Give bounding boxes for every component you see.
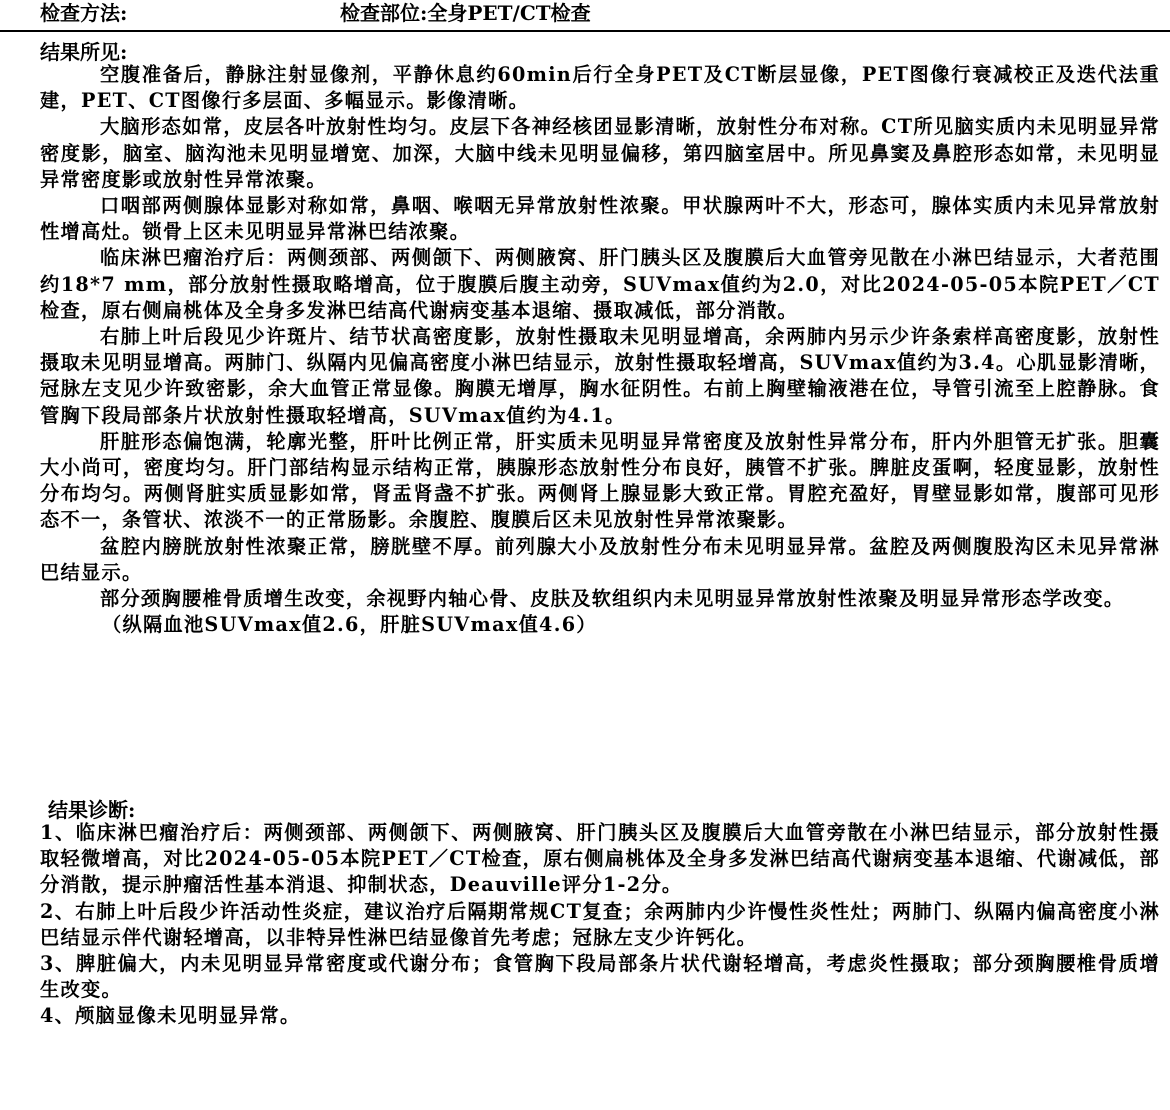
findings-paragraph-abdomen: 肝脏形态偏饱满，轮廓光整，肝叶比例正常，肝实质未见明显异常密度及放射性异常分布，肝内外胆管无扩张。胆囊大小尚可，密度均匀。肝门部结构显示结构正常，胰腺形态放射性分布良好，胰管不扩张。脾脏皮蛋啊，轻度显影，放射性分布均匀。两侧肾脏实质显影如常，肾盂肾盏不扩张。两侧肾上腺显影大致正常。胃腔充盈好，胃壁显影如常，腹部可见形态不一，条管状、浓淡不一的正常肠影。余腹腔、腹膜后区未见放射性异常浓聚影。	[40, 429, 1160, 532]
findings-body	[40, 62, 1160, 638]
findings-paragraph-bone: 部分颈胸腰椎骨质增生改变，余视野内轴心骨、皮肤及软组织内未见明显异常放射性浓聚及明显异常形态学改变。	[100, 587, 1125, 611]
diagnosis-body	[40, 820, 1160, 1030]
findings-paragraph-technique: 空腹准备后，静脉注射显像剂，平静休息约60min后行全身PET及CT断层显像，PET图像行衰减校正及迭代法重建，PET、CT图像行多层面、多幅显示。影像清晰。	[40, 63, 1160, 113]
diagnosis-item-4: 4、颅脑显像未见明显异常。	[40, 1004, 301, 1028]
report-header	[0, 0, 1170, 30]
diagnosis-item-1: 1、临床淋巴瘤治疗后：两侧颈部、两侧颌下、两侧腋窝、肝门胰头区及腹膜后大血管旁散在小淋巴结显示，部分放射性摄取轻微增高，对比2024-05-05本院PET／CT检查，原右侧扁桃体及全身多发淋巴结高代谢病变基本退缩、代谢减低，部分消散，提示肿瘤活性基本消退、抑制状态，Deauville评分1-2分。	[40, 821, 1160, 897]
exam-part-label: 检查部位:全身PET/CT检查	[340, 1, 591, 25]
diagnosis-item-3: 3、脾脏偏大，内未见明显异常密度或代谢分布；食管胸下段局部条片状代谢轻增高，考虑炎性摄取；部分颈胸腰椎骨质增生改变。	[40, 952, 1160, 1002]
diagnosis-title: 结果诊断:	[48, 798, 136, 822]
diagnosis-item-2: 2、右肺上叶后段少许活动性炎症，建议治疗后隔期常规CT复查；余两肺内少许慢性炎性灶；两肺门、纵隔内偏高密度小淋巴结显示伴代谢轻增高，以非特异性淋巴结显像首先考虑；冠脉左支少许钙化。	[40, 899, 1160, 949]
findings-paragraph-chest: 右肺上叶后段见少许斑片、结节状高密度影，放射性摄取未见明显增高，余两肺内另示少许条索样高密度影，放射性摄取未见明显增高。两肺门、纵隔内见偏高密度小淋巴结显示，放射性摄取轻增高，SUVmax值约为3.4。心肌显影清晰，冠脉左支见少许致密影，余大血管正常显像。胸膜无增厚，胸水征阴性。右前上胸壁输液港在位，导管引流至上腔静脉。食管胸下段局部条片状放射性摄取轻增高，SUVmax值约为4.1。	[40, 325, 1160, 427]
exam-method-label: 检查方法:	[40, 1, 128, 25]
findings-paragraph-lymphoma: 临床淋巴瘤治疗后：两侧颈部、两侧颌下、两侧腋窝、肝门胰头区及腹膜后大血管旁见散在小淋巴结显示，大者范围约18*7 mm，部分放射性摄取略增高，位于腹膜后腹主动旁，SUVmax值约为2.0，对比2024-05-05本院PET／CT检查，原右侧扁桃体及全身多发淋巴结高代谢病变基本退缩、摄取减低，部分消散。	[40, 246, 1160, 322]
header-divider	[0, 30, 1170, 32]
findings-paragraph-neck: 口咽部两侧腺体显影对称如常，鼻咽、喉咽无异常放射性浓聚。甲状腺两叶不大，形态可，腺体实质内未见异常放射性增高灶。锁骨上区未见明显异常淋巴结浓聚。	[40, 194, 1160, 244]
findings-paragraph-brain: 大脑形态如常，皮层各叶放射性均匀。皮层下各神经核团显影清晰，放射性分布对称。CT所见脑实质内未见明显异常密度影，脑室、脑沟池未见明显增宽、加深，大脑中线未见明显偏移，第四脑室居中。所见鼻窦及鼻腔形态如常，未见明显异常密度影或放射性异常浓聚。	[40, 115, 1160, 191]
findings-paragraph-pelvis: 盆腔内膀胱放射性浓聚正常，膀胱壁不厚。前列腺大小及放射性分布未见明显异常。盆腔及两侧腹股沟区未见异常淋巴结显示。	[40, 534, 1160, 584]
suv-reference-note: （纵隔血池SUVmax值2.6，肝脏SUVmax值4.6）	[102, 613, 597, 637]
findings-title: 结果所见:	[40, 40, 128, 64]
